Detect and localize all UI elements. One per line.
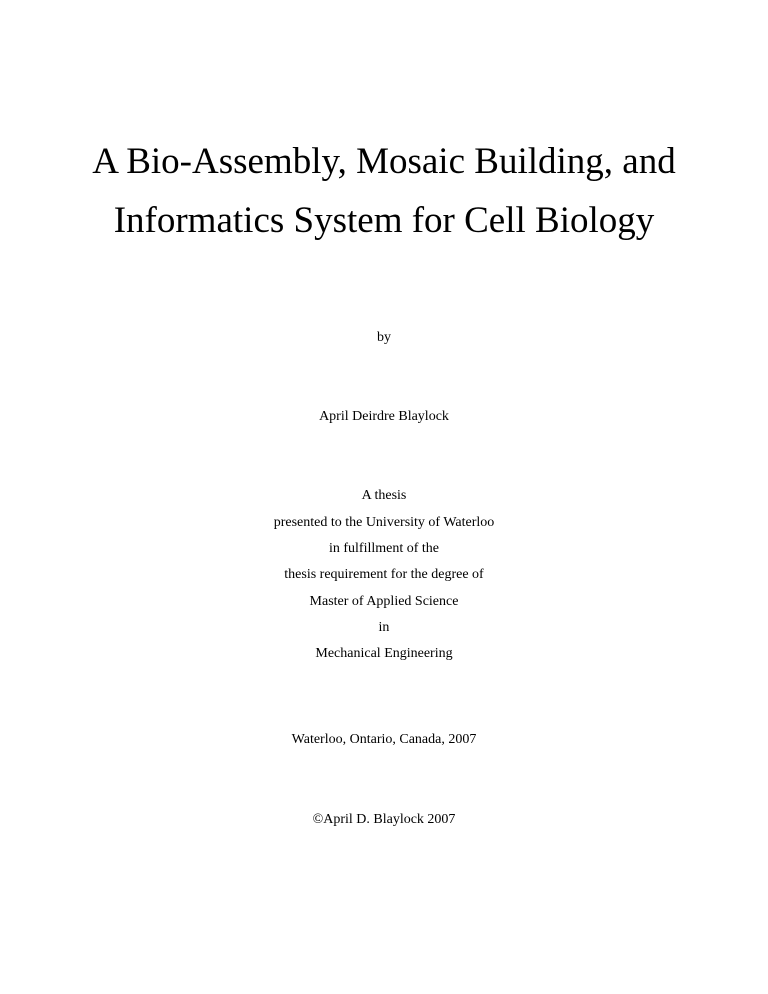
author-name: April Deirdre Blaylock: [319, 409, 449, 424]
submission-line-2: presented to the University of Waterloo: [273, 515, 495, 530]
copyright-notice: ©April D. Blaylock 2007: [312, 812, 456, 827]
degree-name: Master of Applied Science: [309, 594, 459, 609]
by-label: by: [377, 330, 391, 345]
thesis-title-line-2: Informatics System for Cell Biology: [113, 200, 655, 241]
submission-line-4: thesis requirement for the degree of: [284, 567, 484, 582]
thesis-title-line-1: A Bio-Assembly, Mosaic Building, and: [92, 141, 676, 182]
submission-line-in: in: [378, 620, 390, 635]
submission-line-1: A thesis: [361, 488, 407, 503]
location-year: Waterloo, Ontario, Canada, 2007: [291, 732, 477, 747]
submission-line-3: in fulfillment of the: [328, 541, 440, 556]
department-name: Mechanical Engineering: [315, 646, 453, 661]
